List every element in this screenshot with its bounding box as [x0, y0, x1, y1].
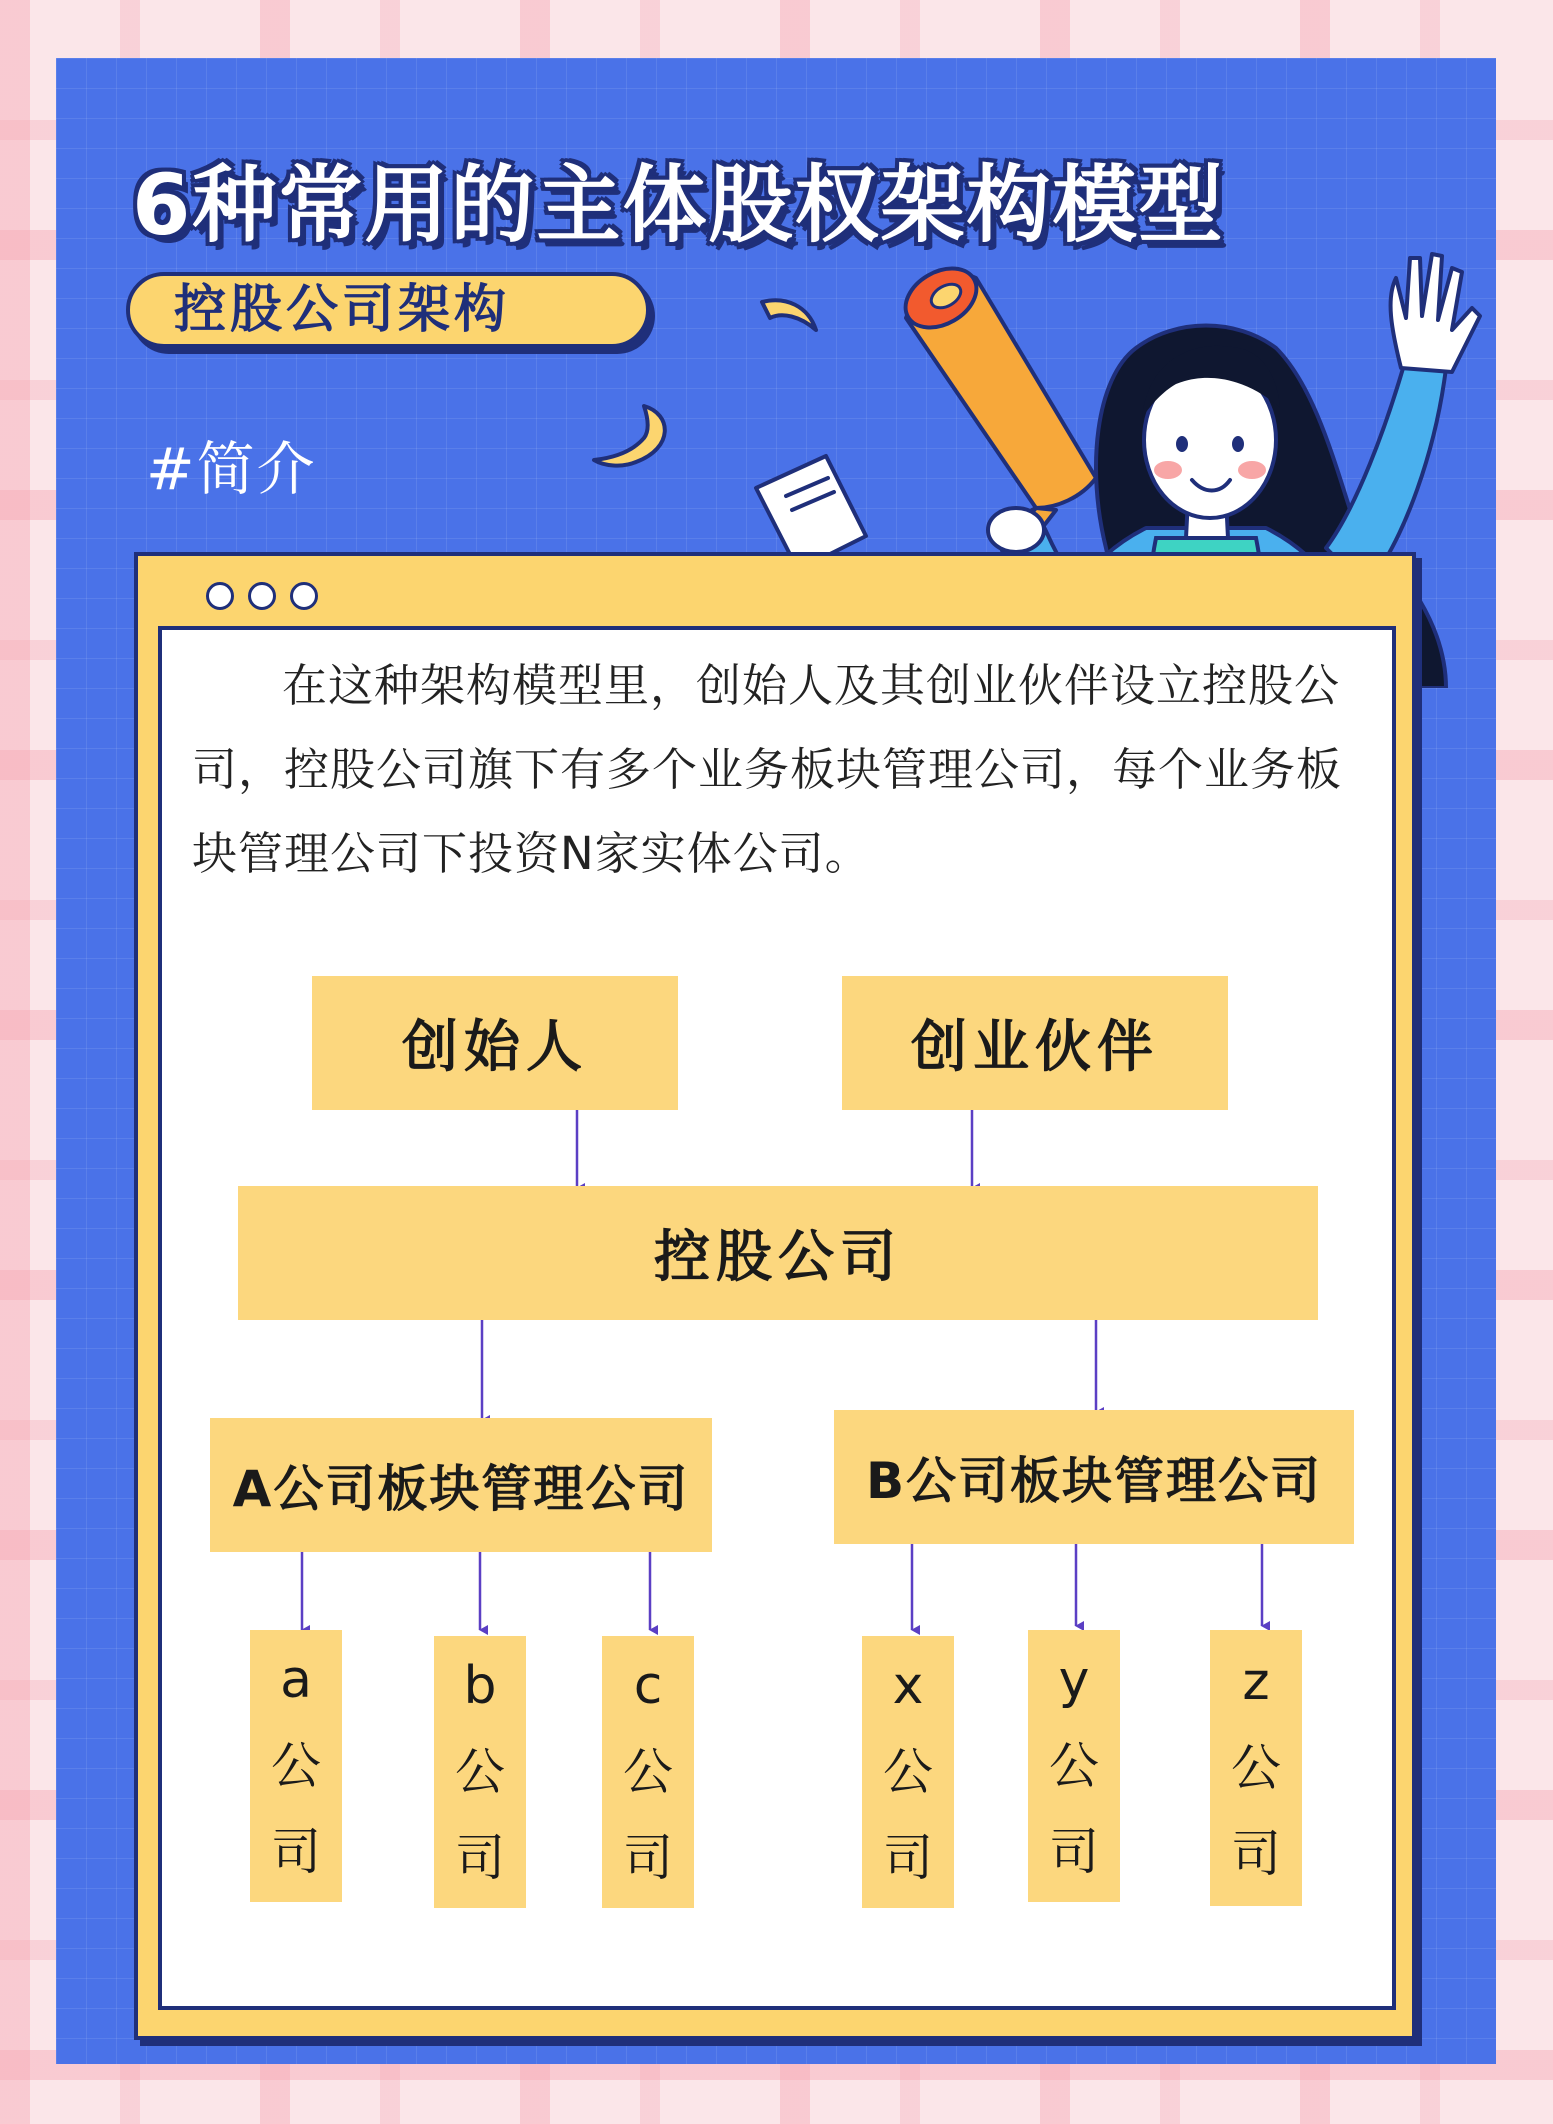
window-dot-icon — [290, 582, 318, 610]
poster-background — [56, 58, 1496, 2064]
founder-box: 创始人 — [312, 976, 678, 1110]
content-panel — [158, 626, 1396, 2010]
leaf-char: 司 — [455, 1829, 505, 1887]
intro-paragraph: 在这种架构模型里，创始人及其创业伙伴设立控股公司，控股公司旗下有多个业务板块管理公司，每个业务板块管理公司下投资N家实体公司。 — [192, 659, 1343, 880]
leaf-char: 公 — [623, 1743, 673, 1801]
window-dot-icon — [206, 582, 234, 610]
swoosh-icon — [586, 400, 686, 480]
content-window — [134, 552, 1416, 2040]
page-title: 6种常用的主体股权架构模型 — [132, 156, 1225, 254]
leaf-char: 司 — [883, 1829, 933, 1887]
leaf-letter: c — [633, 1656, 663, 1716]
leaf-company-y — [1028, 1630, 1120, 1902]
leaf-char: 公 — [455, 1743, 505, 1801]
leaf-char: 司 — [1231, 1825, 1281, 1883]
leaf-letter: y — [1058, 1650, 1090, 1710]
leaf-letter: z — [1242, 1652, 1270, 1712]
leaf-company-z — [1210, 1630, 1302, 1906]
diagram-connectors — [162, 630, 1392, 2010]
window-dot-icon — [248, 582, 276, 610]
leaf-company-a — [250, 1630, 342, 1902]
leaf-char: 司 — [623, 1829, 673, 1887]
leaf-char: 公 — [1231, 1739, 1281, 1797]
leaf-char: 公 — [883, 1743, 933, 1801]
leaf-char: 公 — [1049, 1737, 1099, 1795]
swoosh-icon — [756, 294, 826, 344]
leaf-char: 公 — [271, 1737, 321, 1795]
holding-company-box: 控股公司 — [238, 1186, 1318, 1320]
leaf-letter: b — [463, 1656, 497, 1716]
segment-a-box: A公司板块管理公司 — [210, 1418, 712, 1552]
section-label: 控股公司架构 — [126, 272, 650, 348]
leaf-char: 司 — [271, 1823, 321, 1881]
leaf-letter: x — [892, 1656, 924, 1716]
window-controls — [206, 582, 318, 610]
leaf-letter: a — [280, 1650, 312, 1710]
leaf-company-x — [862, 1636, 954, 1908]
leaf-char: 司 — [1049, 1823, 1099, 1881]
leaf-company-c — [602, 1636, 694, 1908]
leaf-company-b — [434, 1636, 526, 1908]
partner-box: 创业伙伴 — [842, 976, 1228, 1110]
intro-tag: #简介 — [146, 435, 317, 503]
segment-b-box: B公司板块管理公司 — [834, 1410, 1354, 1544]
